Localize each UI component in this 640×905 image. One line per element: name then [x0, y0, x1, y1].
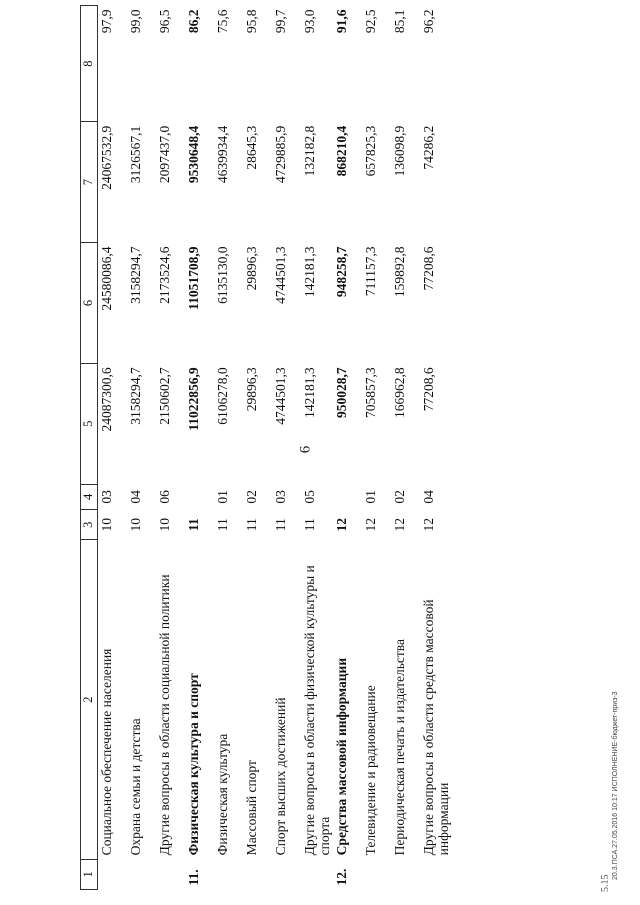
section-code-cell: 12: [392, 518, 407, 532]
header-cell: 6: [81, 243, 98, 364]
table-row: [391, 6, 420, 890]
executed-cell: 4639934,4: [215, 125, 230, 184]
row-name-cell: Социальное обеспечение населения: [99, 648, 114, 856]
corner-mark: 5.15: [600, 874, 611, 892]
executed-cell: 24067532,9: [99, 125, 114, 190]
footer-print-info: 20.3.ПСА.27.05.2016 10:17 ИСПОЛНЕНИЕ-бюджет-приз-3: [612, 691, 619, 880]
executed-cell: 868210,4: [334, 125, 349, 177]
approved-plan-cell: 705857,3: [363, 367, 378, 418]
section-code-cell: 11: [273, 518, 288, 532]
approved-plan-cell: 950028,7: [334, 367, 349, 418]
section-code-cell: 11: [215, 518, 230, 532]
section-number-cell: 11.: [186, 869, 201, 886]
percent-cell: 92,5: [363, 9, 378, 34]
section-code-cell: 12: [363, 518, 378, 532]
row-name-cell: Охрана семьи и детства: [128, 718, 143, 856]
adjusted-plan-cell: 77208,6: [421, 246, 436, 291]
executed-cell: 657825,3: [363, 125, 378, 177]
executed-cell: 132182,8: [302, 125, 317, 177]
percent-cell: 96,2: [421, 9, 436, 34]
row-name-cell: Спорт высших достижений: [273, 697, 288, 856]
section-number-cell: [127, 859, 156, 889]
header-row: [81, 6, 98, 890]
section-number-cell: 12.: [334, 868, 349, 886]
section-number-cell: [301, 859, 333, 889]
row-name-cell: Периодическая печать и издательства: [392, 639, 407, 856]
subsection-code-cell: 03: [99, 490, 114, 504]
percent-cell: 95,8: [244, 9, 259, 34]
adjusted-plan-cell: 11051708,9: [186, 246, 201, 310]
header-cell: 5: [81, 363, 98, 484]
approved-plan-cell: 6106278,0: [215, 367, 230, 425]
table-row: [243, 6, 272, 890]
executed-cell: 3126567,1: [128, 125, 143, 184]
subsection-code-cell: 05: [302, 490, 317, 504]
section-number-cell: [272, 859, 301, 889]
executed-cell: 28645,3: [244, 125, 259, 170]
section-number-cell: [362, 859, 391, 889]
adjusted-plan-cell: 948258,7: [334, 246, 349, 298]
approved-plan-cell: 24087300,6: [99, 367, 114, 432]
section-code-cell: 12: [334, 518, 349, 532]
section-number-cell: [214, 859, 243, 889]
section-code-cell: 12: [421, 518, 436, 532]
subsection-code-cell: 04: [421, 490, 436, 504]
approved-plan-cell: 142181,3: [302, 367, 317, 418]
adjusted-plan-cell: 711157,3: [363, 246, 378, 297]
approved-plan-cell: 77208,6: [421, 367, 436, 412]
adjusted-plan-cell: 24580086,4: [99, 246, 114, 311]
section-code-cell: 10: [157, 518, 172, 532]
approved-plan-cell: 29896,3: [244, 367, 259, 412]
subsection-code-cell: 02: [392, 490, 407, 504]
table-row: [333, 6, 362, 890]
table-row: [185, 6, 214, 890]
section-number-cell: [243, 859, 272, 889]
section-number-cell: [391, 859, 420, 889]
subsection-code-cell: 03: [273, 490, 288, 504]
section-code-cell: 11: [186, 518, 201, 532]
section-number-cell: [420, 859, 452, 889]
section-code-cell: 11: [302, 518, 317, 532]
adjusted-plan-cell: 4744501,3: [273, 246, 288, 304]
header-cell: 7: [81, 122, 98, 243]
section-code-cell: 10: [128, 518, 143, 532]
row-name-cell: Телевидение и радиовещание: [363, 685, 378, 856]
header-cell: 8: [81, 6, 98, 122]
percent-cell: 91,6: [334, 9, 349, 34]
percent-cell: 85,1: [392, 9, 407, 34]
executed-cell: 74286,2: [421, 125, 436, 170]
subsection-code-cell: 01: [363, 490, 378, 504]
table-row: [420, 6, 452, 890]
row-name-cell: Другие вопросы в области физической культуры и спорта: [302, 565, 332, 856]
section-code-cell: 11: [244, 518, 259, 532]
approved-plan-cell: 166962,8: [392, 367, 407, 418]
section-code-cell: 10: [99, 518, 114, 532]
table-row: [214, 6, 243, 890]
percent-cell: 97,9: [99, 9, 114, 34]
header-cell: 4: [81, 484, 98, 510]
adjusted-plan-cell: 29896,3: [244, 246, 259, 291]
row-name-cell: Физическая культура и спорт: [186, 673, 201, 856]
adjusted-plan-cell: 142181,3: [302, 246, 317, 298]
percent-cell: 93,0: [302, 9, 317, 34]
adjusted-plan-cell: 3158294,7: [128, 246, 143, 304]
row-name-cell: Массовый спорт: [244, 760, 259, 856]
table-row: [98, 6, 128, 890]
approved-plan-cell: 2150602,7: [157, 367, 172, 425]
executed-cell: 4729885,9: [273, 125, 288, 184]
subsection-code-cell: 01: [215, 490, 230, 504]
subsection-code-cell: 02: [244, 490, 259, 504]
header-cell: 2: [81, 540, 98, 859]
section-number-cell: [98, 859, 128, 889]
subsection-code-cell: 04: [128, 490, 143, 504]
table-row: [301, 6, 333, 890]
subsection-code-cell: [333, 484, 362, 510]
approved-plan-cell: 4744501,3: [273, 367, 288, 425]
row-name-cell: Физическая культура: [215, 733, 230, 856]
percent-cell: 96,5: [157, 9, 172, 34]
percent-cell: 99,0: [128, 9, 143, 34]
header-cell: 1: [81, 859, 98, 889]
budget-table: [80, 5, 452, 890]
page-number: 6: [297, 445, 314, 454]
row-name-cell: Средства массовой информации: [334, 657, 349, 856]
approved-plan-cell: 11022856,9: [186, 367, 201, 431]
adjusted-plan-cell: 159892,8: [392, 246, 407, 298]
table-row: [272, 6, 301, 890]
executed-cell: 9530648,4: [186, 125, 201, 184]
header-cell: 3: [81, 510, 98, 540]
row-name-cell: Другие вопросы в области средств массовой информации: [421, 599, 451, 856]
row-name-cell: Другие вопросы в области социальной политики: [157, 574, 172, 856]
table-row: [362, 6, 391, 890]
executed-cell: 2097437,0: [157, 125, 172, 184]
percent-cell: 75,6: [215, 9, 230, 34]
adjusted-plan-cell: 6135130,0: [215, 246, 230, 304]
table-row: [127, 6, 156, 890]
percent-cell: 86,2: [186, 9, 201, 34]
table-row: [156, 6, 185, 890]
percent-cell: 99,7: [273, 9, 288, 34]
executed-cell: 136098,9: [392, 125, 407, 177]
budget-table-sheet: [80, 5, 590, 890]
subsection-code-cell: 06: [157, 490, 172, 504]
section-number-cell: [156, 859, 185, 889]
subsection-code-cell: [185, 484, 214, 510]
adjusted-plan-cell: 2173524,6: [157, 246, 172, 304]
approved-plan-cell: 3158294,7: [128, 367, 143, 425]
